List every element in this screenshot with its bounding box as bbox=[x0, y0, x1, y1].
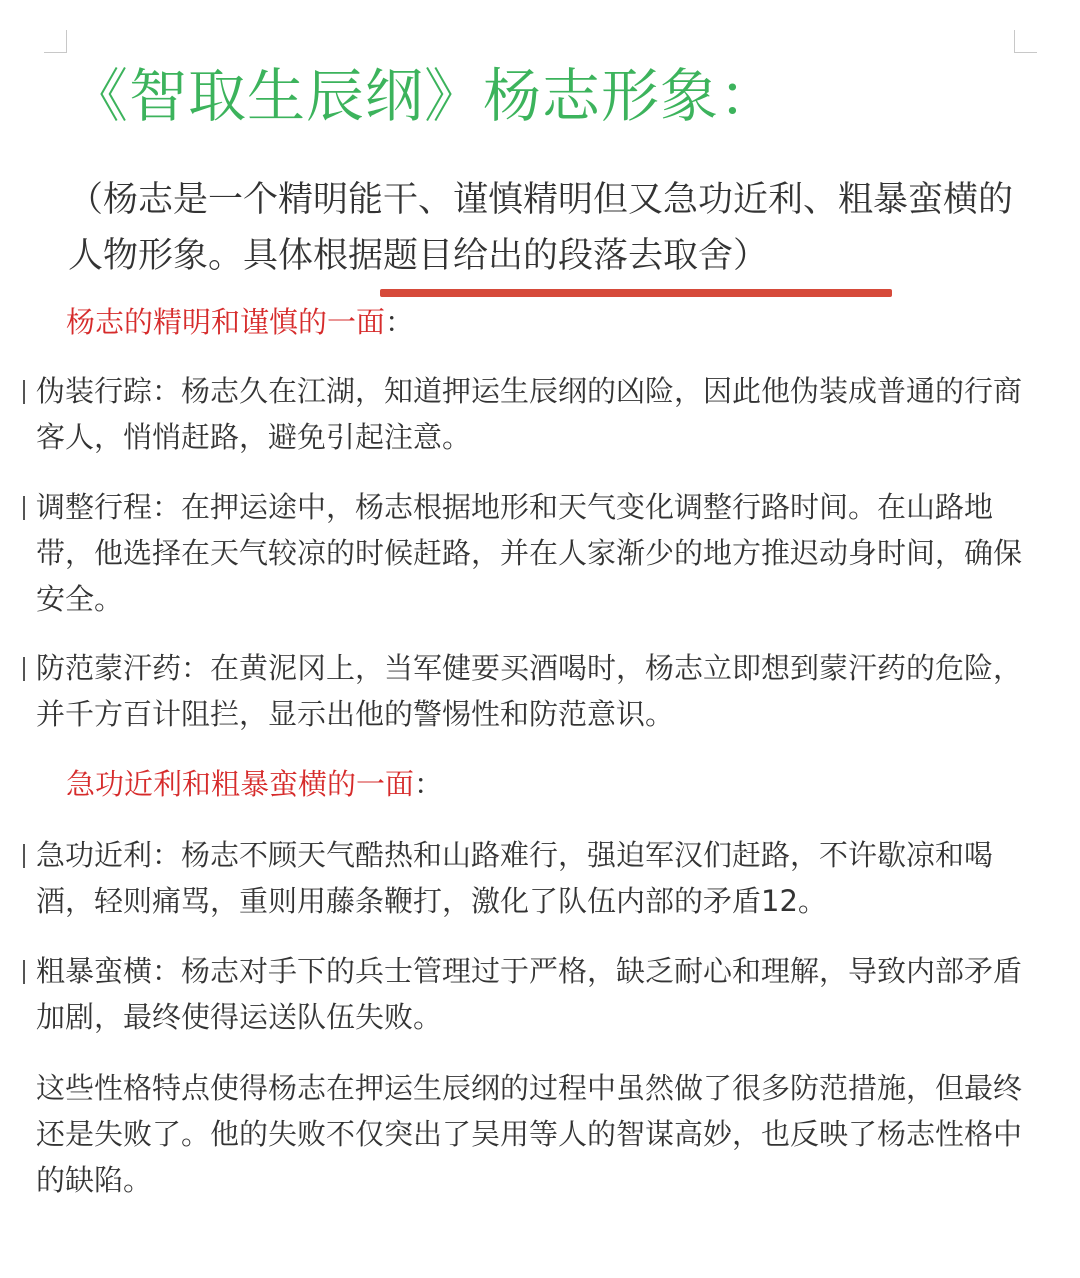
intro-paragraph: （杨志是一个精明能干、谨慎精明但又急功近利、粗暴蛮横的人物形象。具体根据题目给出的段落去取舍） bbox=[68, 180, 1014, 276]
red-underline-highlight bbox=[380, 289, 892, 297]
bullet-bar-icon bbox=[23, 380, 25, 404]
section-heading-colon: ： bbox=[385, 305, 415, 339]
page-corner-mark-left bbox=[44, 30, 67, 53]
section-heading-text: 杨志的精明和谨慎的一面 bbox=[66, 305, 386, 339]
section-heading-colon: ： bbox=[414, 767, 444, 801]
list-item bbox=[36, 484, 1026, 622]
list-item-text: 粗暴蛮横：杨志对手下的兵士管理过于严格，缺乏耐心和理解，导致内部矛盾加剧，最终使得运送队伍失败。 bbox=[36, 954, 1023, 1034]
bullet-bar-icon bbox=[23, 657, 25, 681]
bullet-bar-icon bbox=[23, 496, 25, 520]
bullet-bar-icon bbox=[23, 844, 25, 868]
bullet-bar-icon bbox=[23, 960, 25, 984]
list-item-text: 防范蒙汗药：在黄泥冈上，当军健要买酒喝时，杨志立即想到蒙汗药的危险，并千方百计阻拦，显示出他的警惕性和防范意识。 bbox=[36, 651, 1023, 731]
section-heading-shrewd bbox=[66, 302, 966, 342]
section-heading-text: 急功近利和粗暴蛮横的一面 bbox=[66, 767, 415, 801]
list-item bbox=[36, 645, 1026, 737]
list-item bbox=[36, 368, 1026, 460]
list-item bbox=[36, 832, 1026, 924]
page-corner-mark-right bbox=[1014, 30, 1037, 53]
conclusion-paragraph: 这些性格特点使得杨志在押运生辰纲的过程中虽然做了很多防范措施，但最终还是失败了。他的失败不仅突出了吴用等人的智谋高妙，也反映了杨志性格中的缺陷。 bbox=[36, 1071, 1023, 1197]
list-item-text: 调整行程：在押运途中，杨志根据地形和天气变化调整行路时间。在山路地带，他选择在天气较凉的时候赶路，并在人家渐少的地方推迟动身时间，确保安全。 bbox=[36, 490, 1023, 616]
list-item-text: 伪装行踪：杨志久在江湖，知道押运生辰纲的凶险，因此他伪装成普通的行商客人，悄悄赶路，避免引起注意。 bbox=[36, 374, 1023, 454]
section-heading-rash bbox=[66, 764, 966, 804]
list-item-text: 急功近利：杨志不顾天气酷热和山路难行，强迫军汉们赶路，不许歇凉和喝酒，轻则痛骂，重则用藤条鞭打，激化了队伍内部的矛盾12。 bbox=[36, 838, 994, 918]
page-title: 《智取生辰纲》杨志形象： bbox=[70, 62, 779, 130]
list-item bbox=[36, 948, 1026, 1040]
